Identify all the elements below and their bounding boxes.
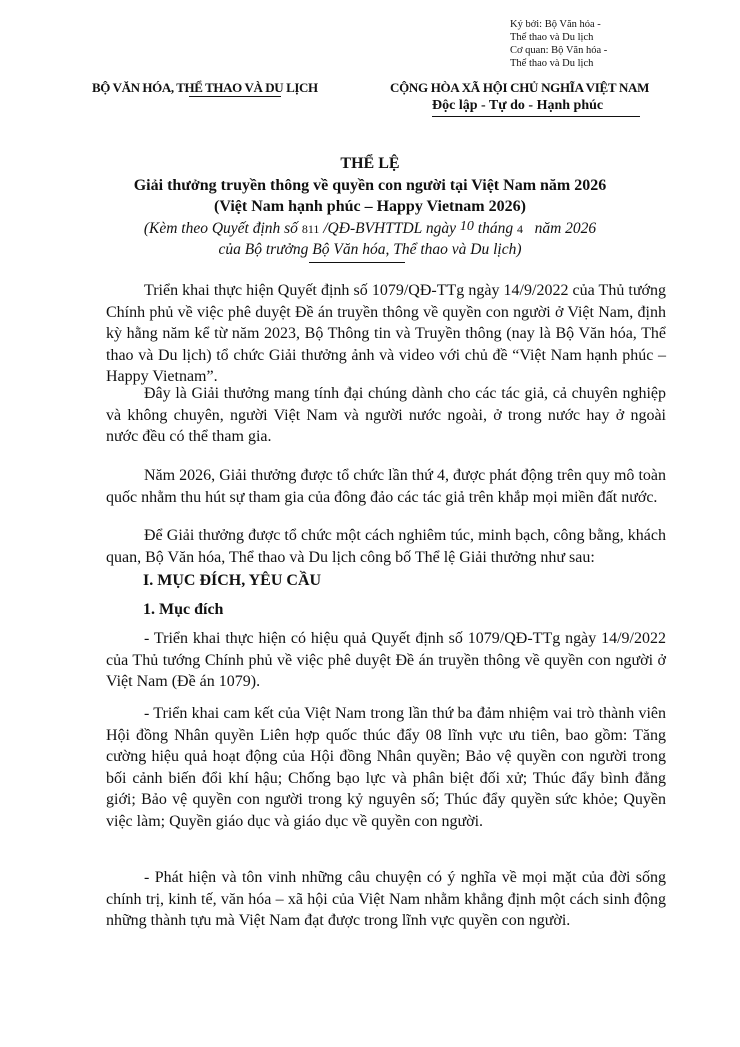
attachment-prefix: (Kèm theo Quyết định số [143,220,298,237]
signature-line-2: Thể thao và Du lịch [510,32,594,43]
paragraph-text: Năm 2026, Giải thưởng được tổ chức lần thứ 4, được phát động trên quy mô toàn quốc nhằm thu hút sự tham gia của đông đảo các tác giả trên khắp mọi miền đất nước. [106,467,666,506]
paragraph-text: Đây là Giải thưởng mang tính đại chúng dành cho các tác giả, cả chuyên nghiệp và không chuyên, người Việt Nam và người nước ngoài, ở trong nước hay ở ngoài nước đều có thể tham gia. [106,385,666,445]
national-motto: Độc lập - Tự do - Hạnh phúc [432,98,604,113]
paragraph-announcement [106,525,666,568]
month-label: tháng [477,220,514,237]
motto-underline [432,116,640,117]
bullet-item [106,628,666,693]
bullet-item [106,703,666,832]
decision-code: /QĐ-BVHTTDL ngày [323,220,457,237]
decision-month: 4 [516,222,523,236]
subsection-heading: 1. Mục đích [143,601,224,618]
bullet-text: - Phát hiện và tôn vinh những câu chuyện có ý nghĩa về mọi mặt của đời sống chính trị, kinh tế, văn hóa – xã hội của Việt Nam nhằm khẳng định một cách sinh động những thành tựu mà Việt Nam đạt được trong lĩnh vực quyền con người. [106,869,666,929]
signature-line-1: Ký bởi: Bộ Văn hóa - [510,19,601,30]
decision-day: 10 [459,219,474,234]
digital-signature-stamp [510,18,650,70]
republic-name: CỘNG HÒA XÃ HỘI CHỦ NGHĨA VIỆT NAM [390,80,650,95]
paragraph-text: Để Giải thưởng được tổ chức một cách nghiêm túc, minh bạch, công bằng, khách quan, Bộ Văn hóa, Thể thao và Du lịch công bố Thể lệ Giải thưởng như sau: [106,527,666,566]
section-heading: I. MỤC ĐÍCH, YÊU CẦU [143,572,322,589]
bullet-item [106,867,666,932]
paragraph-intro [106,280,666,388]
attachment-note [0,220,740,238]
bullet-text: - Triển khai thực hiện có hiệu quả Quyết định số 1079/QĐ-TTg ngày 14/9/2022 của Thủ tướng Chính phủ về việc phê duyệt Đề án truyền thông về quyền con người ở Việt Nam (Đề án 1079). [106,630,666,690]
document-subtitle-2: (Việt Nam hạnh phúc – Happy Vietnam 2026) [214,198,526,215]
year-label: năm 2026 [534,220,597,237]
document-subtitle: Giải thưởng truyền thông về quyền con người tại Việt Nam năm 2026 [133,177,607,194]
attachment-authority: của Bộ trưởng Bộ Văn hóa, Thể thao và Du lịch) [218,241,522,258]
title-underline [309,262,405,263]
ministry-underline [189,96,281,97]
signature-line-3: Cơ quan: Bộ Văn hóa - [510,45,608,56]
paragraph-edition [106,465,666,508]
document-title: THỂ LỆ [340,155,400,172]
signature-line-4: Thể thao và Du lịch [510,58,594,69]
paragraph-text: Triển khai thực hiện Quyết định số 1079/QĐ-TTg ngày 14/9/2022 của Thủ tướng Chính phủ về việc phê duyệt Đề án truyền thông về quyền con người ở Việt Nam, định kỳ hằng năm kể từ năm 2023, Bộ Thông tin và Truyền thông (nay là Bộ Văn hóa, Thể thao và Du lịch) tổ chức Giải thưởng ảnh và video với chủ đề “Việt Nam hạnh phúc – Happy Vietnam”. [106,282,666,385]
bullet-text: - Triển khai cam kết của Việt Nam trong lần thứ ba đảm nhiệm vai trò thành viên Hội đồng Nhân quyền Liên hợp quốc thúc đẩy 08 lĩnh vực ưu tiên, bao gồm: Tăng cường hiệu quả hoạt động của Hội đồng Nhân quyền; Bảo vệ quyền con người trong bối cảnh biến đổi khí hậu; Chống bạo lực và phân biệt đối xử; Thúc đẩy bình đẳng giới; Bảo vệ quyền con người trong kỷ nguyên số; Thúc đẩy quyền sức khỏe; Quyền việc làm; Quyền giáo dục và giáo dục về quyền con người. [106,705,666,830]
decision-number: 811 [301,222,320,236]
paragraph-participants [106,383,666,448]
ministry-name: BỘ VĂN HÓA, THỂ THAO VÀ DU LỊCH [92,80,318,95]
